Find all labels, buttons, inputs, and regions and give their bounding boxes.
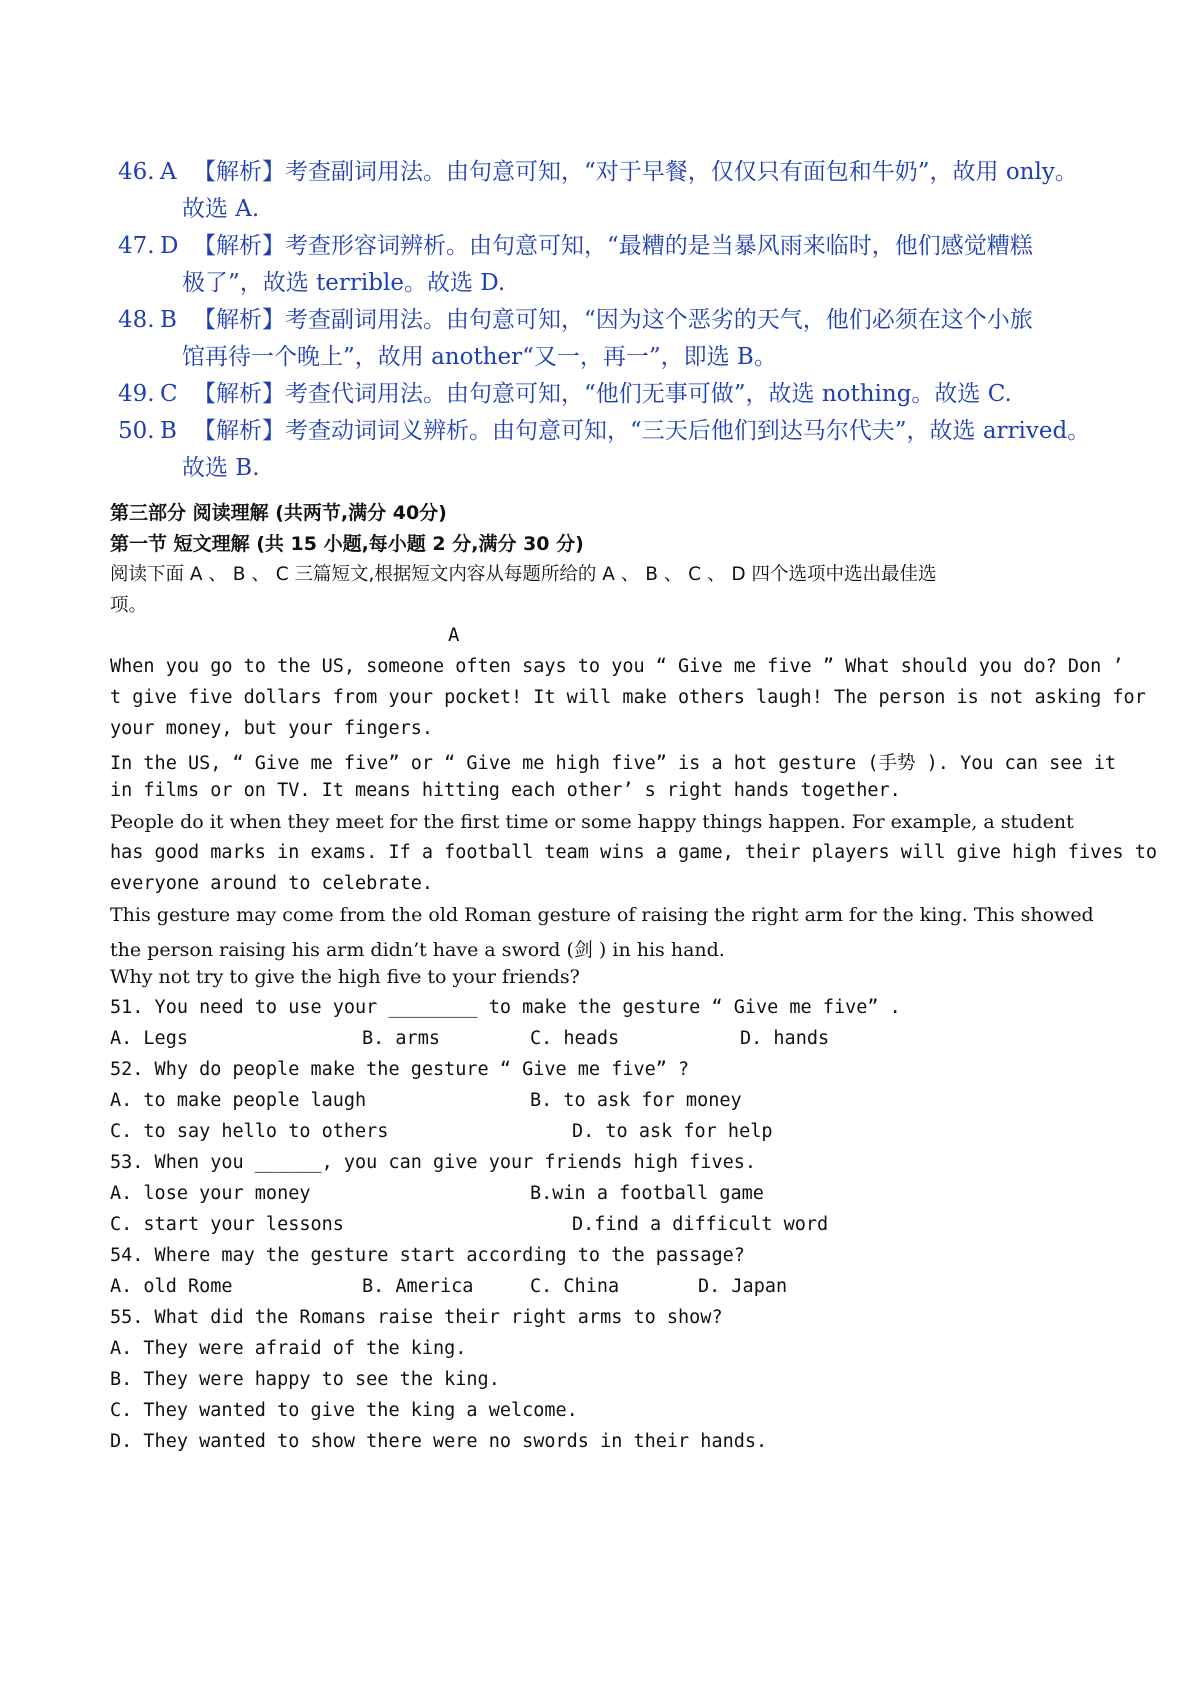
passage-line: When you go to the US, someone often says to you “ Give me five ” What should you do? Don ’: [110, 656, 1124, 677]
question-54: 54. Where may the gesture start according to the passage?: [110, 1245, 745, 1266]
passage-line: in films or on TV. It means hitting each other’ s right hands together.: [110, 780, 901, 801]
question-52: 52. Why do people make the gesture “ Give me five” ?: [110, 1059, 690, 1080]
answer-number: 49.: [118, 381, 155, 407]
answer-explanation-cont: 馆再待一个晚上”，故用 another“又一，再一”，即选 B。: [182, 344, 777, 370]
option-b: B. America: [362, 1276, 474, 1297]
answer-number: 47.: [118, 233, 155, 259]
answer-number: 50.: [118, 418, 155, 444]
passage-line: has good marks in exams. If a football team wins a game, their players will give high fives to: [110, 842, 1157, 863]
answer-explanation-cont: 故选 A.: [182, 196, 260, 222]
answer-explanation: 【解析】考查形容词辨析。由句意可知，“最糟的是当暴风雨来临时，他们感觉糟糕: [193, 233, 1033, 259]
option-a: A. old Rome: [110, 1276, 233, 1297]
option-a: A. lose your money: [110, 1183, 311, 1204]
question-55: 55. What did the Romans raise their right arms to show?: [110, 1307, 723, 1328]
answer-48: [118, 302, 1138, 376]
answer-key: C: [160, 381, 178, 407]
answer-key: B: [160, 307, 177, 333]
option-a: A. They were afraid of the king.: [110, 1338, 467, 1359]
passage-line: This gesture may come from the old Roman gesture of raising the right arm for the king. This showed: [110, 904, 1094, 926]
option-d: D. hands: [740, 1028, 830, 1049]
passage-line: t give five dollars from your pocket! It will make others laugh! The person is not asking for: [110, 687, 1146, 708]
answer-key: A: [160, 159, 177, 185]
passage-line: Why not try to give the high five to your friends?: [110, 966, 580, 988]
answer-explanation: 【解析】考查动词词义辨析。由句意可知，“三天后他们到达马尔代夫”，故选 arrived。: [193, 418, 1091, 444]
answer-number: 46.: [118, 159, 155, 185]
option-c: C. to say hello to others: [110, 1121, 389, 1142]
answer-50: [118, 413, 1138, 487]
option-b: B. They were happy to see the king.: [110, 1369, 500, 1390]
option-d: D.find a difficult word: [572, 1214, 829, 1235]
passage-line: In the US, “ Give me five” or “ Give me high five” is a hot gesture (手势 ). You can see it: [110, 753, 1117, 774]
option-d: D. to ask for help: [572, 1121, 773, 1142]
question-53: 53. When you ______, you can give your friends high fives.: [110, 1152, 757, 1173]
passage-line: the person raising his arm didn’t have a sword (剑 ) in his hand.: [110, 939, 725, 961]
option-a: A. to make people laugh: [110, 1090, 367, 1111]
answer-49: [118, 376, 1138, 413]
passage-line: People do it when they meet for the first time or some happy things happen. For example, a student: [110, 811, 1074, 833]
option-c: C. heads: [530, 1028, 620, 1049]
answer-explanation: 【解析】考查代词用法。由句意可知，“他们无事可做”，故选 nothing。故选 C.: [193, 381, 1012, 407]
option-b: B. to ask for money: [530, 1090, 742, 1111]
question-51: 51. You need to use your ________ to make the gesture “ Give me five” .: [110, 997, 901, 1018]
option-d: D. Japan: [698, 1276, 788, 1297]
part-title: 第三部分 阅读理解 (共两节,满分 40分): [110, 502, 447, 524]
option-c: C. China: [530, 1276, 620, 1297]
option-b: B. arms: [362, 1028, 440, 1049]
answer-explanation: 【解析】考查副词用法。由句意可知，“对于早餐，仅仅只有面包和牛奶”，故用 only。: [193, 159, 1078, 185]
option-c: C. They wanted to give the king a welcome.: [110, 1400, 578, 1421]
option-c: C. start your lessons: [110, 1214, 344, 1235]
answer-key: B: [160, 418, 177, 444]
instructions-line-2: 项。: [110, 595, 148, 616]
instructions-line-1: 阅读下面 A 、 B 、 C 三篇短文,根据短文内容从每题所给的 A 、 B 、 C 、 D 四个选项中选出最佳选: [110, 564, 937, 585]
answer-explanation-cont: 故选 B.: [182, 455, 260, 481]
option-a: A. Legs: [110, 1028, 188, 1049]
answer-47: [118, 228, 1138, 302]
option-b: B.win a football game: [530, 1183, 764, 1204]
answer-explanation-cont: 极了”，故选 terrible。故选 D.: [182, 270, 506, 296]
section-subtitle: 第一节 短文理解 (共 15 小题,每小题 2 分,满分 30 分): [110, 533, 584, 555]
answer-key: D: [160, 233, 179, 259]
passage-line: your money, but your fingers.: [110, 718, 434, 739]
answer-46: [118, 154, 1138, 228]
passage-line: everyone around to celebrate.: [110, 873, 434, 894]
answer-number: 48.: [118, 307, 155, 333]
passage-label: A: [448, 624, 460, 646]
answer-explanation: 【解析】考查副词用法。由句意可知，“因为这个恶劣的天气，他们必须在这个小旅: [193, 307, 1033, 333]
option-d: D. They wanted to show there were no swords in their hands.: [110, 1431, 768, 1452]
